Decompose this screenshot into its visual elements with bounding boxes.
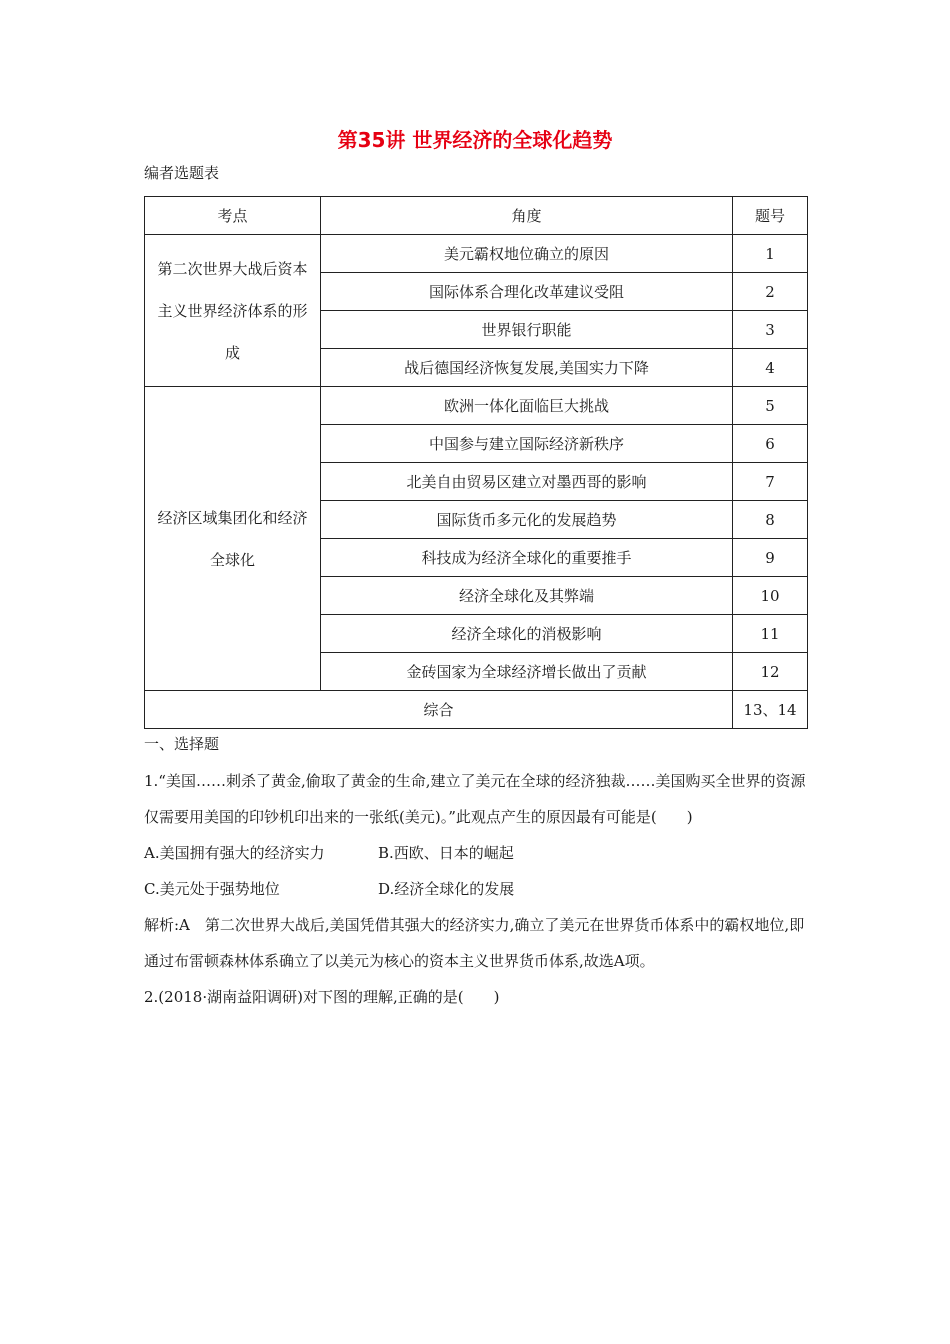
angle-cell: 经济全球化及其弊端	[321, 577, 733, 615]
header-angle: 角度	[321, 197, 733, 235]
question-1	[144, 763, 809, 1015]
option-d: D.经济全球化的发展	[378, 880, 515, 898]
summary-number: 13、14	[733, 691, 808, 729]
number-cell: 4	[733, 349, 808, 387]
number-cell: 11	[733, 615, 808, 653]
question-1-analysis: 解析:A 第二次世界大战后,美国凭借其强大的经济实力,确立了美元在世界货币体系中的霸权地位,即通过布雷顿森林体系确立了以美元为核心的资本主义世界货币体系,故选A项。	[144, 916, 805, 970]
number-cell: 7	[733, 463, 808, 501]
angle-cell: 经济全球化的消极影响	[321, 615, 733, 653]
number-cell: 8	[733, 501, 808, 539]
number-cell: 12	[733, 653, 808, 691]
angle-cell: 国际体系合理化改革建议受阻	[321, 273, 733, 311]
kaodian-cell: 第二次世界大战后资本主义世界经济体系的形成	[145, 235, 321, 387]
option-b: B.西欧、日本的崛起	[378, 844, 514, 862]
option-a: A.美国拥有强大的经济实力	[144, 844, 325, 862]
question-2-stem: 2.(2018·湖南益阳调研)对下图的理解,正确的是( )	[144, 988, 500, 1006]
table-caption: 编者选题表	[144, 164, 220, 182]
number-cell: 1	[733, 235, 808, 273]
angle-cell: 欧洲一体化面临巨大挑战	[321, 387, 733, 425]
angle-cell: 中国参与建立国际经济新秩序	[321, 425, 733, 463]
angle-cell: 国际货币多元化的发展趋势	[321, 501, 733, 539]
angle-cell: 北美自由贸易区建立对墨西哥的影响	[321, 463, 733, 501]
section-heading	[144, 733, 809, 755]
angle-cell: 金砖国家为全球经济增长做出了贡献	[321, 653, 733, 691]
topic-table	[144, 196, 808, 729]
number-cell: 6	[733, 425, 808, 463]
number-cell: 10	[733, 577, 808, 615]
option-c: C.美元处于强势地位	[144, 880, 280, 898]
question-1-stem: 1.“美国……刺杀了黄金,偷取了黄金的生命,建立了美元在全球的经济独裁……美国购买全世界的资源仅需要用美国的印钞机印出来的一张纸(美元)。”此观点产生的原因最有可能是( )	[144, 772, 806, 826]
angle-cell: 世界银行职能	[321, 311, 733, 349]
table-summary-row	[145, 691, 808, 729]
number-cell: 9	[733, 539, 808, 577]
header-number: 题号	[733, 197, 808, 235]
summary-label: 综合	[145, 691, 733, 729]
number-cell: 2	[733, 273, 808, 311]
table-row	[145, 235, 808, 273]
question-1-options-row-1	[144, 835, 809, 871]
page-title: 第35讲 世界经济的全球化趋势	[337, 128, 613, 152]
number-cell: 3	[733, 311, 808, 349]
number-cell: 5	[733, 387, 808, 425]
kaodian-cell: 经济区域集团化和经济全球化	[145, 387, 321, 691]
header-kaodian: 考点	[145, 197, 321, 235]
question-1-options-row-2	[144, 871, 809, 907]
angle-cell: 战后德国经济恢复发展,美国实力下降	[321, 349, 733, 387]
section-heading-text: 一、选择题	[144, 735, 220, 753]
table-header-row	[145, 197, 808, 235]
table-row	[145, 387, 808, 425]
angle-cell: 科技成为经济全球化的重要推手	[321, 539, 733, 577]
angle-cell: 美元霸权地位确立的原因	[321, 235, 733, 273]
